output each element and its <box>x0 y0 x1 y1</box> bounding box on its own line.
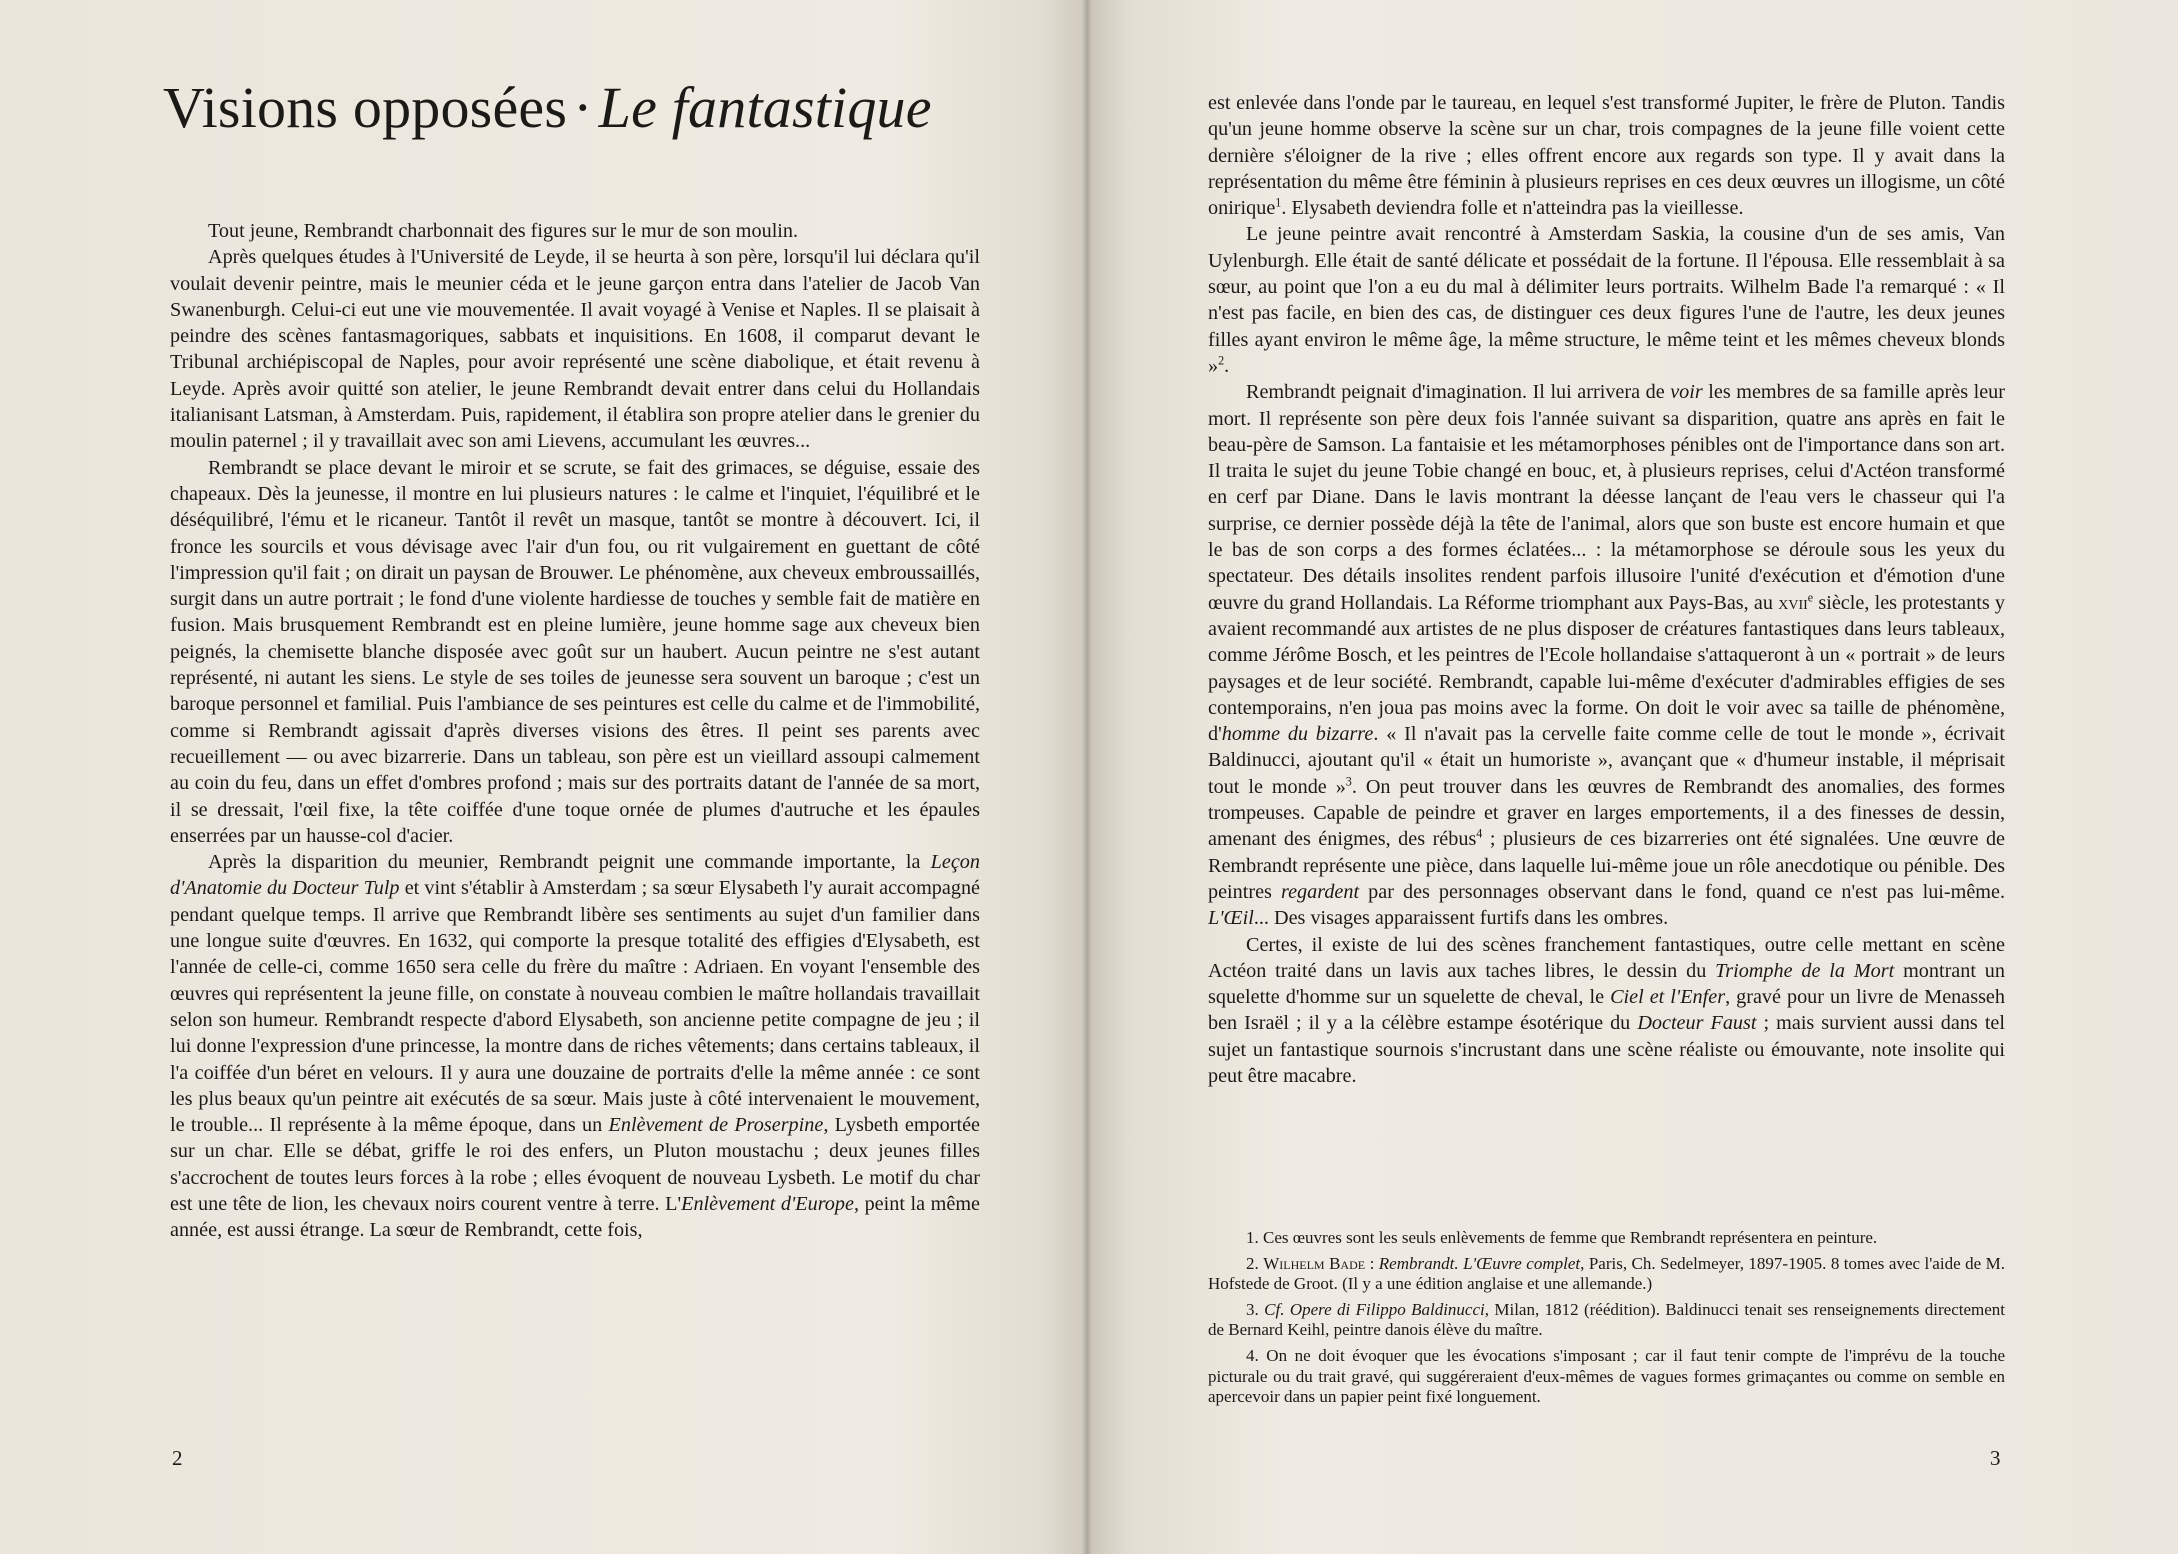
page-number: 2 <box>172 1446 183 1470</box>
left-text-column <box>170 218 980 1244</box>
page-number: 3 <box>1990 1446 2001 1470</box>
paragraph: Après la disparition du meunier, Rembrandt peignit une commande importante, la Leçon d'Anatomie du Docteur Tulp et vint s'établir à Amsterdam ; sa sœur Elysabeth l'y aurait accompagné pendant quelque temps. Il arrive que Rembrandt libère ses sentiments au sujet d'un familier dans une longue suite d'œuvres. En 1632, qui comporte la presque totalité des effigies d'Elysabeth, est l'année de celle-ci, comme 1650 sera celle du frère du maître : Adriaen. En voyant l'ensemble des œuvres qui représentent la jeune fille, on constate à nouveau combien le maître hollandais travaillait selon son humeur. Rembrandt respecte d'abord Elysabeth, son ancienne petite compagne de jeu ; il lui donne l'expression d'une princesse, la montre dans de riches vêtements; dans certains tableaux, il l'a coiffée d'un béret en velours. Il y aura une douzaine de portraits d'elle la même année : ce sont les plus beaux qu'un peintre ait exécutés de sa sœur. Mais juste à côté intervenaient le mouvement, le trouble... Il représente à la même époque, dans un Enlèvement de Proserpine, Lysbeth emportée sur un char. Elle se débat, griffe le roi des enfers, un Pluton moustachu ; deux jeunes filles s'accrochent de toutes leurs forces à la robe ; elles évoquent de nouveau Lysbeth. Le motif du char est une tête de lion, les chevaux noirs courent ventre à terre. L'Enlèvement d'Europe, peint la même année, est aussi étrange. La sœur de Rembrandt, cette fois, <box>170 851 980 1242</box>
page-title <box>163 74 932 141</box>
footnote: 3. Cf. Opere di Filippo Baldinucci, Milan, 1812 (réédition). Baldinucci tenait ses renseignements directement de Bernard Keihl, peintre danois élève du maître. <box>1208 1299 2006 1340</box>
artwork-title: Triomphe de la Mort <box>1715 959 1895 982</box>
title-subtitle: Le fantastique <box>598 75 932 140</box>
artwork-title: Ciel et l'Enfer <box>1610 986 1726 1009</box>
artwork-title: Enlèvement de Proserpine <box>608 1114 824 1137</box>
century-numeral: xvii <box>1778 591 1808 614</box>
artwork-title: L'Œil <box>1208 907 1254 930</box>
right-page <box>1086 0 2178 1554</box>
footnote-ref: 4 <box>1476 826 1483 841</box>
paragraph: Rembrandt se place devant le miroir et se scrute, se fait des grimaces, se déguise, essaie des chapeaux. Dès la jeunesse, il montre en lui plusieurs natures : le calme et l'inquiet, l'équilibré et le déséquilibré, l'ému et le ricaneur. Tantôt il revêt un masque, tantôt se montre à découvert. Ici, il fronce les sourcils et vous dévisage avec l'air d'un fou, ou rit vulgairement en guettant de côté l'impression qu'il fait ; on dirait un paysan de Brouwer. Le phénomène, aux cheveux embroussaillés, surgit dans un autre portrait ; le fond d'une violente hardiesse de touches y semble fait de matière en fusion. Mais brusquement Rembrandt est en pleine lumière, jeune homme sage aux cheveux bien peignés, la chemisette blanche disposée avec goût sur un haubert. Aucun peintre ne s'est autant représenté, ni autant les siens. Le style de ses toiles de jeunesse sera souvent un baroque ; c'est un baroque personnel et familial. Puis l'ambiance de ses peintures est celle du calme et de l'immobilité, comme si Rembrandt agissait d'après diverses visions des êtres. Il peint ses parents avec recueillement — ou avec bizarrerie. Dans un tableau, son père est un vieillard assoupi calmement au coin du feu, dans un effet d'ombres profond ; mais sur des portraits datant de l'année de sa mort, il se dressait, l'œil fixe, la tête coiffée d'une toque ornée de plumes d'autruche et les épaules enserrées par un hausse-col d'acier. <box>170 456 980 847</box>
footnote-ref: 3 <box>1345 773 1352 788</box>
title-separator: · <box>573 75 593 140</box>
paragraph: Tout jeune, Rembrandt charbonnait des figures sur le mur de son moulin. <box>208 220 799 242</box>
footnote: 2. Wilhelm Bade : Rembrandt. L'Œuvre complet, Paris, Ch. Sedelmeyer, 1897-1905. 8 tomes avec l'aide de M. Hofstede de Groot. (Il y a une édition anglaise et une allemande.) <box>1208 1253 2005 1294</box>
footnote-ref: 1 <box>1275 195 1282 210</box>
paragraph: Le jeune peintre avait rencontré à Amsterdam Saskia, la cousine d'un de ses amis, Van Uylenburgh. Elle était de santé délicate et possédait de la fortune. Il l'épousa. Elle ressemblait à sa sœur, au point que l'on a eu du mal à délimiter leurs portraits. Wilhelm Bade l'a remarqué : « Il n'est pas facile, en bien des cas, de distinguer ces deux figures l'une de l'autre, les deux jeunes filles ayant environ le même âge, la même structure, le même teint et les mêmes cheveux blonds »$^2$. <box>1208 223 2005 377</box>
artwork-title: Enlèvement d'Europe <box>681 1192 854 1215</box>
paragraph: est enlevée dans l'onde par le taureau, en lequel s'est transformé Jupiter, le frère de Pluton. Tandis qu'un jeune homme observe la scène sur un char, trois compagnes de la jeune fille voient cette dernière s'éloigner de la rive ; elles offrent encore aux regards son type. Il y avait dans la représentation du même être féminin à plusieurs reprises en ces deux œuvres un illogisme, un côté onirique$^1$. Elysabeth deviendra folle et n'atteindra pas la vieillesse. <box>1208 92 2005 220</box>
footnote: 1. Ces œuvres sont les seuls enlèvements de femme que Rembrandt représentera en peinture. <box>1246 1228 1878 1247</box>
paragraph: Rembrandt peignait d'imagination. Il lui arrivera de voir les membres de sa famille après leur mort. Il représente son père deux fois l'année suivant sa disparition, quatre ans après en fait le beau-père de Samson. La fantaisie et les métamorphoses pénibles ont de l'importance dans son art. Il traita le sujet du jeune Tobie changé en bouc, et, à plusieurs reprises, celui d'Actéon transformé en cerf par Diane. Dans le lavis montrant la déesse lançant de l'eau vers le chasseur qui l'a surprise, ce dernier possède déjà la tête de l'animal, alors que son buste est encore humain et que le bas de son corps a des formes éclatées... : la métamorphose se déroule sous les yeux du spectateur. Des détails insolites rendent parfois illusoire l'unité d'exécution et d'émotion d'une œuvre du grand Hollandais. La Réforme triomphant aux Pays-Bas, au xvii$^e$ siècle, les protestants y avaient recommandé aux artistes de ne plus disposer de créatures fantastiques dans leurs tableaux, comme Jérôme Bosch, et les peintres de l'Ecole hollandaise s'attaqueront à un « portrait » de leurs paysages et de leur société. Rembrandt, capable lui-même d'exécuter d'admirables effigies de ses contemporains, n'en joua pas moins avec la forme. On doit le voir avec sa taille de phénomène, d'homme du bizarre. « Il n'avait pas la cervelle faite comme celle de tout le monde », écrivait Baldinucci, ajoutant qu'il « était un humoriste », avançant que « d'humeur instable, il méprisait tout le monde »$^3$. On peut trouver dans les œuvres de Rembrandt des anomalies, des formes trompeuses. Capable de peindre et graver en larges emportements, il a des finesses de dessin, amenant des énigmes, des rébus$^4$ ; plusieurs de ces bizarreries ont été signalées. Une œuvre de Rembrandt représente une pièce, dans laquelle lui-même joue un rôle anecdotique ou pénible. Des peintres regardent par des personnages observant dans le fond, quand ce n'est pas lui-même. L'Œil... Des visages apparaissent furtifs dans les ombres. <box>1208 381 2006 930</box>
left-page <box>0 0 1086 1554</box>
footnote: 4. On ne doit évoquer que les évocations s'imposant ; car il faut tenir compte de l'imprévu de la touche picturale ou du trait gravé, qui suggéreraient d'eux-mêmes de vagues formes grimaçantes ou comme on semble en apercevoir dans un papier peint fixé longuement. <box>1208 1345 2005 1407</box>
artwork-title: Leçon d'Anatomie du Docteur Tulp <box>170 851 980 900</box>
book-gutter <box>1083 0 1091 1554</box>
title-main: Visions opposées <box>163 75 568 140</box>
footnotes <box>1208 1228 2005 1413</box>
footnote-ref: 2 <box>1218 353 1225 368</box>
paragraph: Après quelques études à l'Université de Leyde, il se heurta à son père, lorsqu'il lui déclara qu'il voulait devenir peintre, mais le meunier céda et le jeune garçon entra dans l'atelier de Jacob Van Swanenburgh. Celui-ci eut une vie mouvementée. Il avait voyagé à Venise et Naples. Il se plaisait à peindre des scènes fantasmagoriques, sabbats et inquisitions. En 1608, il comparut devant le Tribunal archiépiscopal de Naples, pour avoir représenté une scène diabolique, et était revenu à Leyde. Après avoir quitté son atelier, le jeune Rembrandt devait entrer dans celui du Hollandais italianisant Latsman, à Amsterdam. Puis, rapidement, il établira son propre atelier dans le grenier du moulin paternel ; il y travaillait avec son ami Lievens, accumulant les œuvres... <box>170 246 980 453</box>
paragraph: Certes, il existe de lui des scènes franchement fantastiques, outre celle mettant en scène Actéon traité dans un lavis aux taches libres, le dessin du Triomphe de la Mort montrant un squelette d'homme sur un squelette de cheval, le Ciel et l'Enfer, gravé pour un livre de Menasseh ben Israël ; il y a la célèbre estampe ésotérique du Docteur Faust ; mais survient aussi dans tel sujet un fantastique sournois s'incrustant dans une scène réaliste ou émouvante, note insolite qui peut être macabre. <box>1208 933 2005 1087</box>
right-text-column <box>1208 90 2005 1089</box>
artwork-title: Docteur Faust <box>1637 1012 1757 1035</box>
